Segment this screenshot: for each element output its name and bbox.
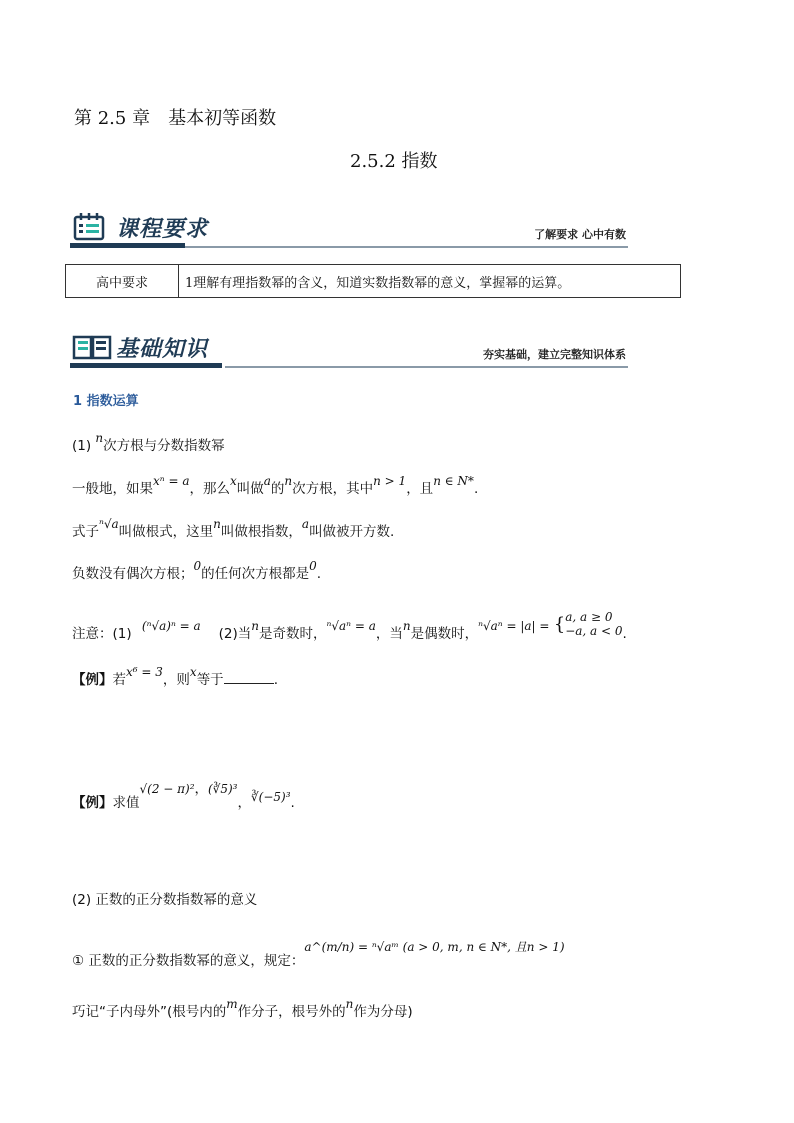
- open-book-icon: [72, 332, 112, 362]
- banner-rule: [185, 246, 628, 248]
- rule-line: ① 正数的正分数指数幂的意义，规定：a^(m/n) = ⁿ√aᵐ (a > 0, m, n ∈ N*, 且n > 1): [72, 940, 565, 969]
- requirement-label: 高中要求: [66, 265, 179, 297]
- negative-root-line: 负数没有偶次方根；0的任何次方根都是0.: [72, 559, 322, 582]
- subheading-fraction-exponent: (2) 正数的正分数指数幂的意义: [72, 892, 258, 908]
- section-title: 2.5.2 指数: [350, 151, 438, 172]
- definition-line: 一般地，如果xⁿ = a，那么x叫做a的n次方根，其中n > 1，且n ∈ N*.: [72, 474, 479, 497]
- banner-rule: [225, 366, 628, 368]
- banner-bar: [70, 243, 185, 248]
- banner-title: 基础知识: [116, 337, 209, 362]
- mnemonic-line: 巧记“子内母外”(根号内的m作分子，根号外的n作为分母): [72, 997, 413, 1020]
- note-line: 注意：(1) (ⁿ√a)ⁿ = a (2)当n是奇数时，ⁿ√aⁿ = a，当n是偶数时，ⁿ√aⁿ = |a| = { a, a ≥ 0 −a, a < 0 .: [72, 610, 627, 642]
- answer-blank[interactable]: [224, 671, 274, 684]
- banner-title: 课程要求: [116, 217, 209, 242]
- requirement-text: 1理解有理指数幂的含义，知道实数指数幂的意义，掌握幂的运算。: [185, 275, 571, 291]
- banner-slogan: 了解要求 心中有数: [534, 228, 626, 241]
- notepad-icon: [72, 212, 108, 242]
- basic-knowledge-banner: [70, 330, 628, 370]
- banner-bar: [70, 363, 222, 368]
- radical-line: 式子ⁿ√a叫做根式，这里n叫做根指数，a叫做被开方数.: [72, 517, 395, 540]
- example-1: 【例】若x⁶ = 3，则x等于 .: [72, 665, 278, 688]
- knowledge-heading: 1 指数运算: [73, 394, 139, 409]
- course-requirements-banner: [70, 210, 628, 250]
- subheading-nth-root: (1) n次方根与分数指数幂: [72, 431, 225, 454]
- example-2: 【例】求值√(2 − π)²，(∛5)³，∛(−5)³.: [72, 781, 295, 811]
- requirement-table: [65, 264, 681, 298]
- chapter-title: 第 2.5 章 基本初等函数: [74, 108, 277, 129]
- banner-slogan: 夯实基础，建立完整知识体系: [483, 348, 626, 361]
